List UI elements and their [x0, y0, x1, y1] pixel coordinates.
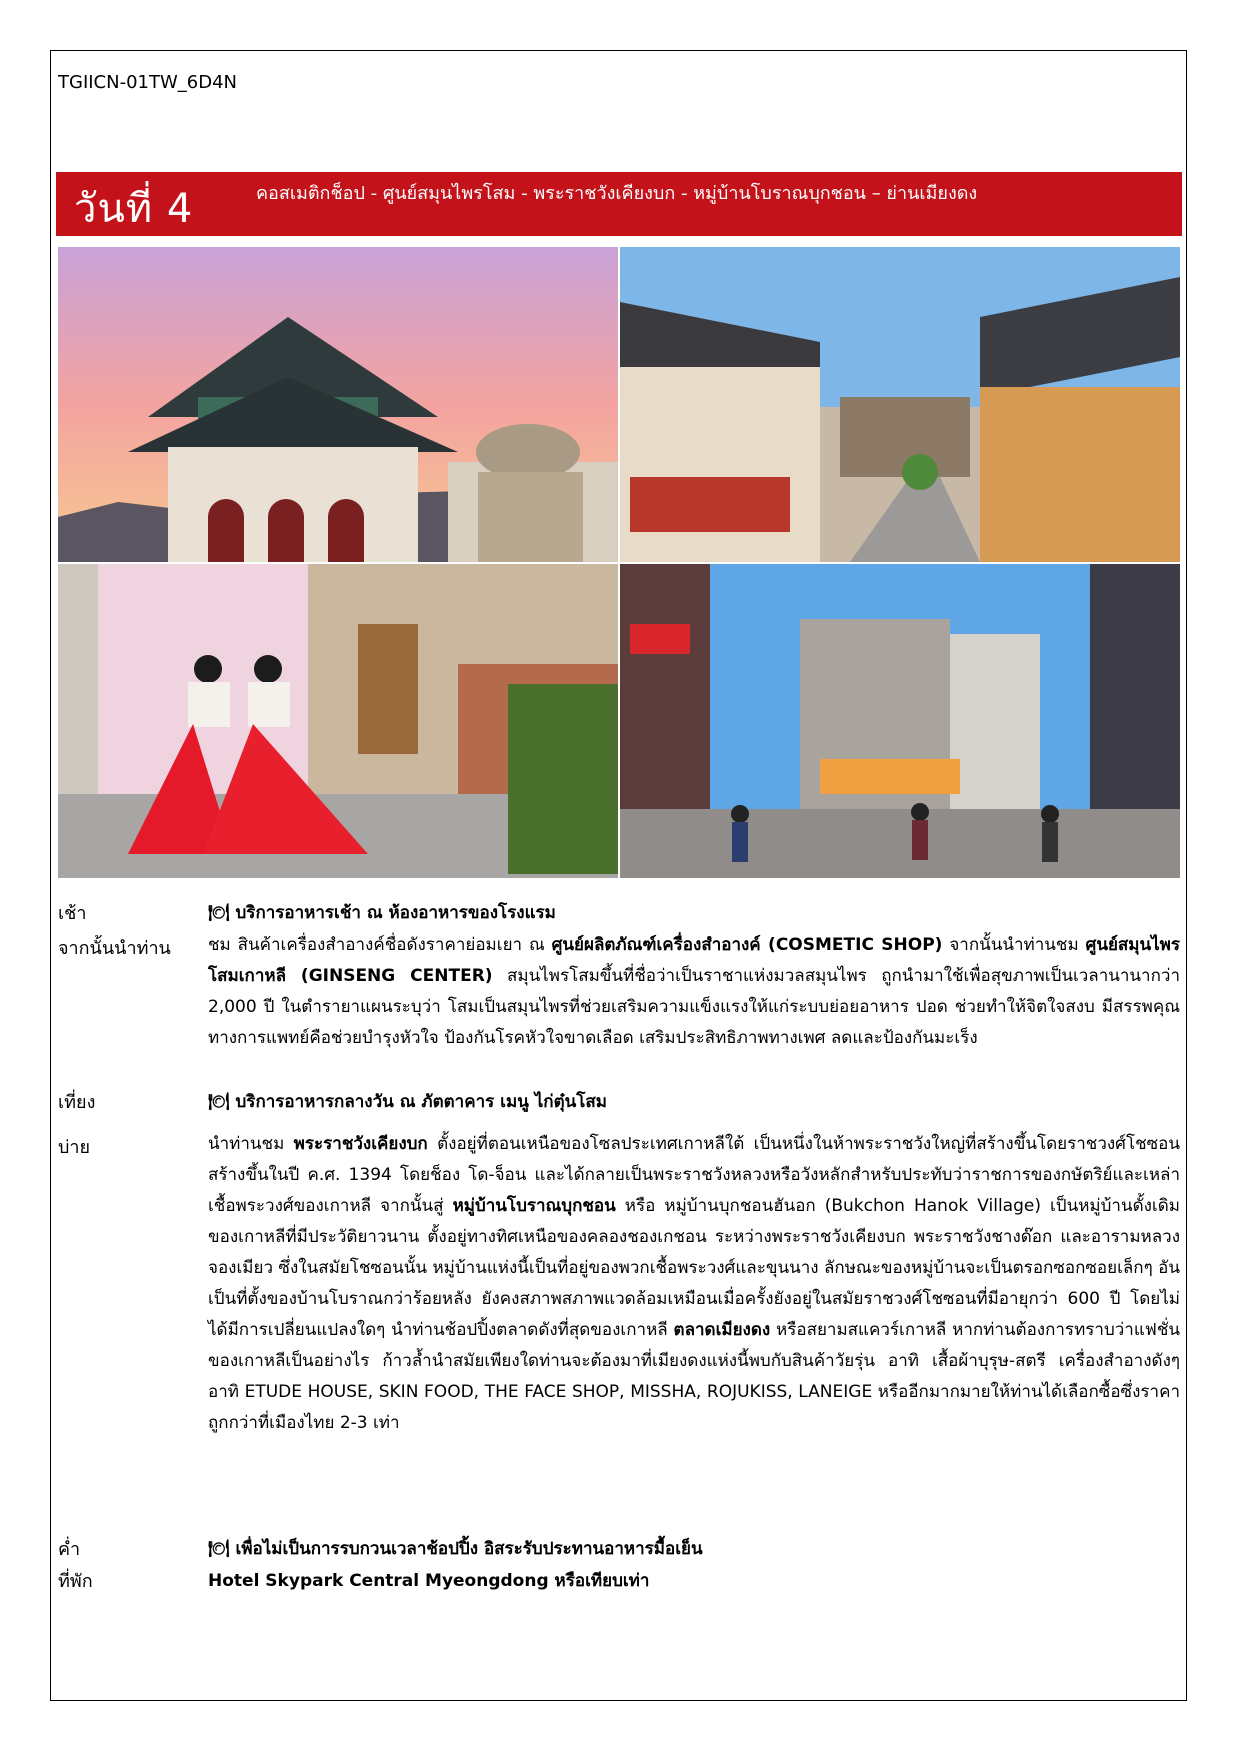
lunch-label-text: บริการอาหารกลางวัน ณ ภัตตาคาร เมนู ไก่ตุ๋นโสม: [235, 1092, 607, 1112]
afternoon-label: บ่าย: [58, 1137, 91, 1158]
meal-icon: 🍽: [208, 1539, 230, 1559]
dinner-label: ค่ำ: [58, 1539, 81, 1560]
day-route: คอสเมติกช็อป - ศูนย์สมุนไพรโสม - พระราชวังเคียงบก - หมู่บ้านโบราณบุกชอน – ย่านเมียงดง: [256, 183, 978, 204]
day-banner: [56, 172, 1182, 236]
tour-code: TGIICN-01TW_6D4N: [58, 72, 238, 93]
dinner-label-text: เพื่อไม่เป็นการรบกวนเวลาช้อปปิ้ง อิสระรับประทานอาหารมื้อเย็น: [235, 1539, 703, 1559]
hotel-label: ที่พัก: [58, 1571, 93, 1592]
bukchon-hanok-village-photo: [620, 247, 1180, 562]
hotel-text: Hotel Skypark Central Myeongdong หรือเทียบเท่า: [208, 1571, 650, 1591]
lunch-label: เที่ยง: [58, 1092, 96, 1113]
breakfast-label: บริการอาหารเช้า ณ ห้องอาหารของโรงแรม: [235, 903, 556, 923]
meal-icon: 🍽: [208, 1092, 230, 1112]
photo-collage: [58, 247, 1180, 878]
meal-icon: 🍽: [208, 903, 230, 923]
hanbok-girls-cherry-blossom-photo: [58, 564, 618, 878]
palace-bukchon-myeongdong-paragraph: นำท่านชม พระราชวังเคียงบก ตั้งอยู่ที่ตอนเหนือของโซลประเทศเกาหลีใต้ เป็นหนึ่งในห้าพระราชวังใหญ่ที่สร้างขึ้นโดยราชวงศ์โชซอน สร้างขึ้นในปี ค.ศ. 1394 โดยช็อง โด-จ็อน และได้กลายเป็นพระราชวังหลวงหรือวังหลักสำหรับประทับว่าราชการของกษัตริย์และเหล่าเชื้อพระวงศ์ของเกาหลี จากนั้นสู่ หมู่บ้านโบราณบุกชอน หรือ หมู่บ้านบุกชอนฮันอก (Bukchon Hanok Village) เป็นหมู่บ้านดั้งเดิมของเกาหลีที่มีประวัติยาวนาน ตั้งอยู่ทางทิศเหนือของคลองชองเกชอน ระหว่างพระราชวังเคียงบก พระราชวังชางด๊อก และอารามหลวงจองเมียว ซึ่งในสมัยโชซอนนั้น หมู่บ้านแห่งนี้เป็นที่อยู่ของพวกเชื้อพระวงศ์และขุนนาง ลักษณะของหมู่บ้านจะเป็นตรอกซอกซอยเล็กๆ อันเป็นที่ตั้งของบ้านโบราณกว่าร้อยหลัง ยังคงสภาพสภาพแวดล้อมเหมือนเมื่อครั้งยังอยู่ในสมัยราชวงศ์โชซอนที่มีอายุกว่า 600 ปี โดยไม่ได้มีการเปลี่ยนแปลงใดๆ นำท่านช้อปปิ้งตลาดดังที่สุดของเกาหลี ตลาดเมียงดง หรือสยามสแควร์เกาหลี หากท่านต้องการทราบว่าแฟชั่นของเกาหลีเป็นอย่างไร ก้าวล้ำนำสมัยเพียงใดท่านจะต้องมาที่เมียงดงแห่งนี้พบกับสินค้าวัยรุ่น อาทิ เสื้อผ้าบุรุษ-สตรี เครื่องสำอางดังๆ อาทิ ETUDE HOUSE, SKIN FOOD, THE FACE SHOP, MISSHA, ROJUKISS, LANEIGE หรืออีกมากมายให้ท่านได้เลือกซื้อซึ่งราคาถูกกว่าที่เมืองไทย 2-3 เท่า: [208, 1134, 1180, 1433]
myeongdong-street-photo: [620, 564, 1180, 878]
gyeongbokgung-palace-photo: [58, 247, 618, 562]
dinner-text: [208, 1534, 1180, 1565]
cosmetic-ginseng-paragraph: ชม สินค้าเครื่องสำอางค์ชื่อดังราคาย่อมเยา ณ ศูนย์ผลิตภัณฑ์เครื่องสำอางค์ (COSMETIC SHOP) จากนั้นนำท่านชม ศูนย์สมุนไพรโสมเกาหลี (GINSENG CENTER) สมุนไพรโสมขึ้นที่ชื่อว่าเป็นราชาแห่งมวลสมุนไพร ถูกนำมาใช้เพื่อสุขภาพเป็นเวลานานากว่า 2,000 ปี ในตำรายาแผนระบุว่า โสมเป็นสมุนไพรที่ช่วยเสริมความแข็งแรงให้แก่ระบบย่อยอาหาร ปอด ช่วยทำให้จิตใจสงบ มีสรรพคุณทางการแพทย์คือช่วยบำรุงหัวใจ ป้องกันโรคหัวใจขาดเลือด เสริมประสิทธิภาพทางเพศ ลดและป้องกันมะเร็ง: [208, 935, 1181, 1048]
then-label: จากนั้นนำท่าน: [58, 938, 171, 959]
lunch-text: [208, 1087, 1180, 1118]
day-title: วันที่ 4: [74, 186, 194, 232]
morning-label: เช้า: [58, 903, 87, 924]
breakfast-text: [208, 898, 1180, 929]
